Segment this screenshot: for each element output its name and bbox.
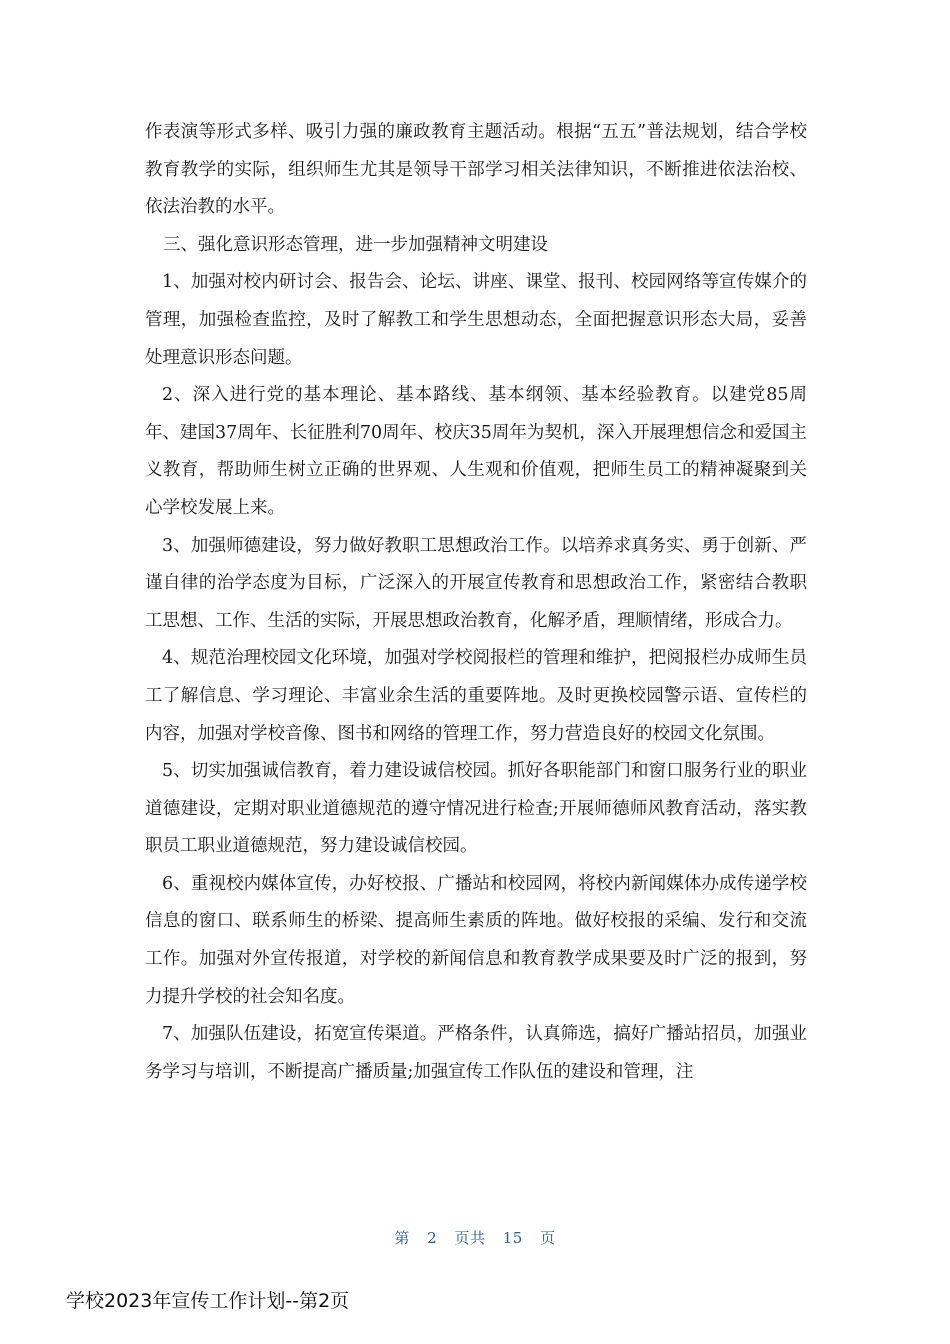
page-number-total: 15 <box>502 1229 523 1247</box>
list-item: 3、加强师德建设，努力做好教职工思想政治工作。以培养求真务实、勇于创新、严谨自律的治学态度为目标，广泛深入的开展宣传教育和思想政治工作，紧密结合教职工思想、工作、生活的实际，开展思想政治教育，化解矛盾，理顺情绪，形成合力。 <box>145 535 807 631</box>
section-heading: 三、强化意识形态管理，进一步加强精神文明建设 <box>163 234 548 255</box>
footer-title: 学校2023年宣传工作计划--第2页 <box>66 1290 350 1312</box>
page-number-prefix: 第 <box>394 1229 410 1247</box>
page-number <box>0 1227 950 1248</box>
list-item: 6、重视校内媒体宣传，办好校报、广播站和校园网，将校内新闻媒体办成传递学校信息的窗口、联系师生的桥梁、提高师生素质的阵地。做好校报的采编、发行和交流工作。加强对外宣传报道，对学校的新闻信息和教育教学成果要及时广泛的报到，努力提升学校的社会知名度。 <box>145 873 807 1007</box>
document-body <box>145 114 807 1091</box>
list-item: 5、切实加强诚信教育，着力建设诚信校园。抓好各职能部门和窗口服务行业的职业道德建设，定期对职业道德规范的遵守情况进行检查;开展师德师风教育活动，落实教职员工职业道德规范，努力建设诚信校园。 <box>145 761 807 857</box>
list-item: 2、深入进行党的基本理论、基本路线、基本纲领、基本经验教育。以建党85周年、建国37周年、长征胜利70周年、校庆35周年为契机，深入开展理想信念和爱国主义教育，帮助师生树立正确的世界观、人生观和价值观，把师生员工的精神凝聚到关心学校发展上来。 <box>145 385 807 518</box>
list-item: 1、加强对校内研讨会、报告会、论坛、讲座、课堂、报刊、校园网络等宣传媒介的管理，加强检查监控，及时了解教工和学生思想动态，全面把握意识形态大局，妥善处理意识形态问题。 <box>145 272 807 368</box>
page-number-middle: 页共 <box>454 1229 486 1247</box>
paragraph-continuation: 作表演等形式多样、吸引力强的廉政教育主题活动。根据“五五”普法规划，结合学校教育教学的实际，组织师生尤其是领导干部学习相关法律知识，不断推进依法治校、依法治教的水平。 <box>145 122 807 218</box>
page-number-current: 2 <box>427 1229 438 1247</box>
list-item: 7、加强队伍建设，拓宽宣传渠道。严格条件，认真筛选，搞好广播站招员，加强业务学习与培训，不断提高广播质量;加强宣传工作队伍的建设和管理，注 <box>145 1024 807 1082</box>
list-item: 4、规范治理校园文化环境，加强对学校阅报栏的管理和维护，把阅报栏办成师生员工了解信息、学习理论、丰富业余生活的重要阵地。及时更换校园警示语、宣传栏的内容，加强对学校音像、图书和网络的管理工作，努力营造良好的校园文化氛围。 <box>145 648 807 744</box>
page-number-suffix: 页 <box>540 1229 556 1247</box>
